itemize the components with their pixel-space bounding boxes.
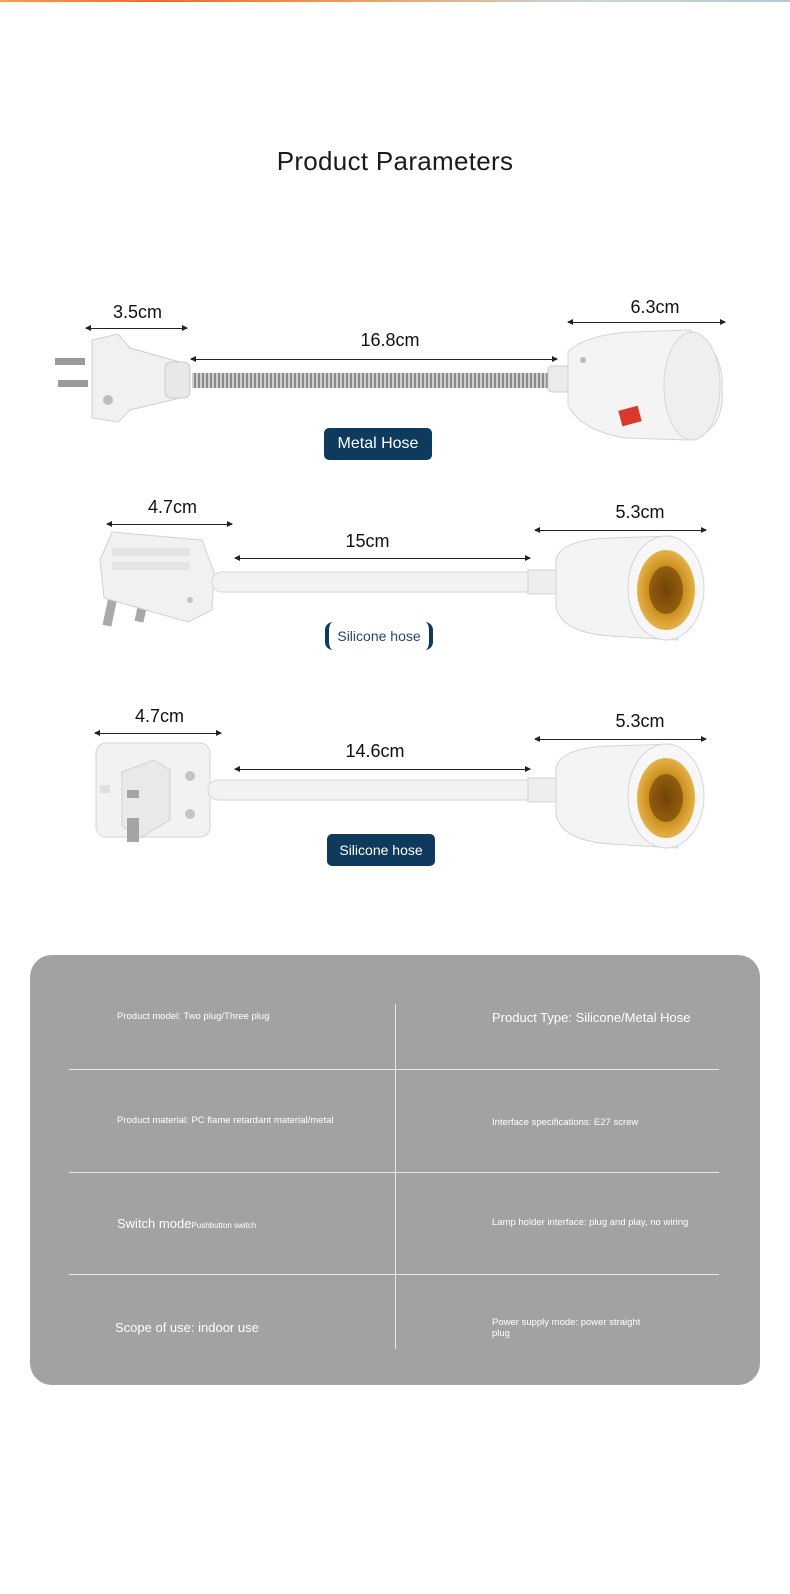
silicone1-holder-width-dimension: 5.3cm xyxy=(615,502,665,522)
specs-column-divider xyxy=(395,1004,396,1349)
spec-product-model: Product model: Two plug/Three plug xyxy=(117,1011,270,1022)
specs-panel xyxy=(30,955,760,1385)
silicone1-hose-label: Silicone hose xyxy=(325,622,433,650)
silicone2-plug-width-arrow xyxy=(95,733,221,734)
silicone1-hose-length-dimension: 15cm xyxy=(345,531,390,551)
spec-switch-mode-label: Switch mode xyxy=(117,1216,192,1231)
silicone2-holder-width-dimension: 5.3cm xyxy=(615,711,665,731)
metal-hose-length-dimension: 16.8cm xyxy=(360,330,420,350)
silicone2-plug-width-dimension: 4.7cm xyxy=(134,706,185,726)
spec-power-supply-mode: Power supply mode: power straight plug xyxy=(492,1317,641,1339)
page-title: Product Parameters xyxy=(276,146,514,176)
spec-scope-of-use: Scope of use: indoor use xyxy=(115,1320,259,1335)
metal-hose-label: Metal Hose xyxy=(324,428,432,460)
silicone2-hose-length-dimension: 14.6cm xyxy=(345,741,405,761)
metal-plug-width-dimension: 3.5cm xyxy=(112,302,163,322)
spec-lamp-holder-interface: Lamp holder interface: plug and play, no wiring xyxy=(492,1217,689,1228)
specs-row-divider xyxy=(69,1274,719,1275)
specs-row-divider xyxy=(69,1172,719,1173)
spec-interface-specifications: Interface specifications: E27 screw xyxy=(492,1117,639,1128)
specs-row-divider xyxy=(69,1069,719,1070)
silicone2-holder-width-arrow xyxy=(535,739,706,740)
silicone2-hose-label: Silicone hose xyxy=(327,834,435,866)
spec-product-type: Product Type: Silicone/Metal Hose xyxy=(492,1010,691,1025)
metal-holder-width-dimension: 6.3cm xyxy=(630,297,680,317)
spec-switch-mode xyxy=(117,1215,256,1233)
silicone2-hose-length-arrow xyxy=(235,769,530,770)
spec-switch-mode-value: Pushbutton switch xyxy=(191,1221,257,1230)
spec-product-material: Product material: PC flame retardant material/metal xyxy=(117,1115,334,1126)
silicone1-plug-width-dimension: 4.7cm xyxy=(147,497,198,517)
